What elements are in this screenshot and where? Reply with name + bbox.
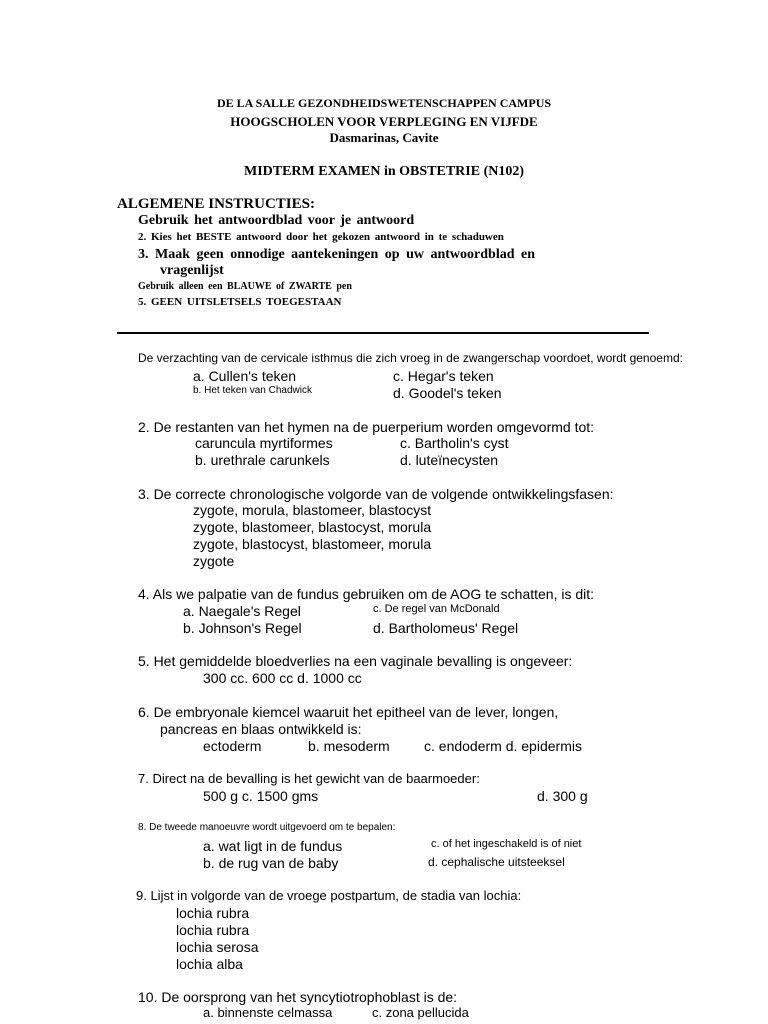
question-2-option-b: b. urethrale carunkels — [195, 452, 330, 468]
instruction-item: Gebruik alleen een BLAUWE of ZWARTE pen — [138, 281, 352, 292]
question-5-text: 5. Het gemiddelde bloedverlies na een vaginale bevalling is ongeveer: — [138, 653, 573, 669]
question-10-option-a: a. binnenste celmassa — [203, 1005, 333, 1020]
question-6-text: 6. De embryonale kiemcel waaruit het epitheel van de lever, longen, — [138, 704, 559, 720]
question-2-option-c: c. Bartholin's cyst — [400, 435, 509, 451]
campus-name: DE LA SALLE GEZONDHEIDSWETENSCHAPPEN CAMPUS — [216, 96, 552, 110]
question-8-option-d: d. cephalische uitsteeksel — [428, 855, 565, 869]
instruction-item: Gebruik het antwoordblad voor je antwoord — [138, 213, 415, 228]
question-3-text: 3. De correcte chronologische volgorde van de volgende ontwikkelingsfasen: — [138, 486, 614, 502]
question-3-option-a: zygote, morula, blastomeer, blastocyst — [193, 502, 432, 518]
location: Dasmarinas, Cavite — [329, 130, 439, 145]
question-8-option-c: c. of het ingeschakeld is of niet — [431, 838, 582, 850]
question-8-option-a: a. wat ligt in de fundus — [203, 838, 343, 854]
question-1-option-b: b. Het teken van Chadwick — [193, 385, 312, 396]
question-5-options: 300 cc. 600 cc d. 1000 cc — [203, 670, 362, 686]
question-3-option-b: zygote, blastomeer, blastocyst, morula — [193, 519, 432, 535]
question-4-option-d: d. Bartholomeus' Regel — [373, 620, 519, 636]
question-4-text: 4. Als we palpatie van de fundus gebruiken om de AOG te schatten, is dit: — [138, 586, 595, 602]
question-6-option-a: ectoderm — [203, 738, 262, 754]
question-9-item-2: lochia rubra — [176, 922, 250, 938]
question-9-text: 9. Lijst in volgorde van de vroege postpartum, de stadia van lochia: — [136, 888, 522, 903]
question-7-text: 7. Direct na de bevalling is het gewicht van de baarmoeder: — [138, 771, 480, 786]
instructions-heading: ALGEMENE INSTRUCTIES: — [117, 196, 315, 212]
instruction-item: 5. GEEN UITSLETSELS TOEGESTAAN — [138, 296, 342, 308]
question-8-option-b: b. de rug van de baby — [203, 855, 339, 871]
question-3-option-d: zygote — [193, 553, 235, 569]
question-7-option-a: 500 g c. 1500 gms — [203, 788, 319, 804]
question-7-option-d: d. 300 g — [537, 788, 588, 804]
question-6-option-b: b. mesoderm — [308, 738, 390, 754]
school-name: HOOGSCHOLEN VOOR VERPLEGING EN VIJFDE — [230, 114, 538, 129]
question-10-option-c: c. zona pellucida — [372, 1005, 469, 1020]
question-1-option-a: a. Cullen's teken — [193, 368, 297, 384]
instruction-item: 2. Kies het BESTE antwoord door het gekozen antwoord in te schaduwen — [138, 231, 504, 243]
question-1-text: De verzachting van de cervicale isthmus die zich vroeg in de zwangerschap voordoet, wordt genoemd: — [138, 351, 683, 365]
question-2-option-d: d. luteïnecysten — [400, 452, 499, 468]
question-1-option-d: d. Goodel's teken — [393, 385, 502, 401]
question-2-option-a: caruncula myrtiformes — [195, 435, 333, 451]
question-9-item-3: lochia serosa — [176, 939, 259, 955]
horizontal-rule — [117, 332, 649, 334]
question-8-text: 8. De tweede manoeuvre wordt uitgevoerd om te bepalen: — [138, 822, 396, 833]
question-9-item-4: lochia alba — [176, 956, 243, 972]
question-10-text: 10. De oorsprong van het syncytiotrophoblast is de: — [138, 989, 458, 1005]
exam-title: MIDTERM EXAMEN in OBSTETRIE (N102) — [243, 164, 525, 179]
question-6-option-c: c. endoderm d. epidermis — [424, 738, 582, 754]
question-3-option-c: zygote, blastocyst, blastomeer, morula — [193, 536, 432, 552]
question-4-option-a: a. Naegale's Regel — [183, 603, 301, 619]
question-4-option-c: c. De regel van McDonald — [373, 603, 500, 615]
question-9-item-1: lochia rubra — [176, 905, 250, 921]
question-2-text: 2. De restanten van het hymen na de puerperium worden omgevormd tot: — [138, 419, 595, 435]
question-4-option-b: b. Johnson's Regel — [183, 620, 302, 636]
instruction-item: vragenlijst — [160, 263, 224, 278]
question-1-option-c: c. Hegar's teken — [393, 368, 494, 384]
question-6-text-continued: pancreas en blaas ontwikkeld is: — [160, 721, 362, 737]
instruction-item: 3. Maak geen onnodige aantekeningen op uw antwoordblad en — [138, 247, 536, 262]
